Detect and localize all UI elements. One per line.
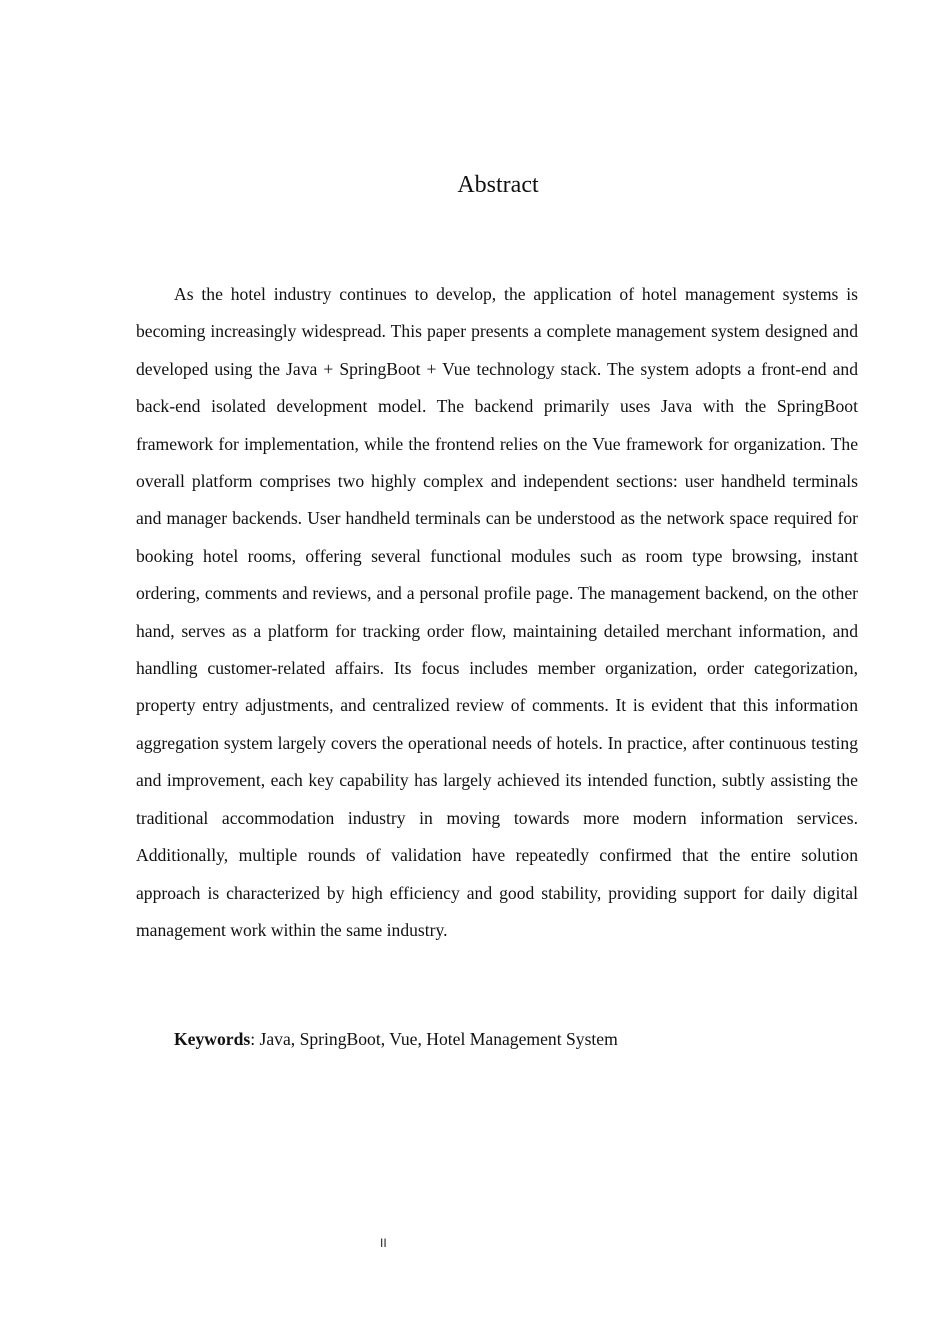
page-number: II [380, 1236, 387, 1250]
keywords-separator: : [250, 1029, 260, 1049]
page-title: Abstract [457, 172, 539, 198]
keywords-value: Java, SpringBoot, Vue, Hotel Management System [259, 1029, 618, 1049]
keywords-label: Keywords [174, 1029, 251, 1049]
abstract-paragraph: As the hotel industry continues to develop, the application of hotel management systems is becoming increasingly widespread. This paper presents a complete management system designed and developed using the Java + SpringBoot + Vue technology stack. The system adopts a front-end and back-end isolated development model. The backend primarily uses Java with the SpringBoot framework for implementation, while the frontend relies on the Vue framework for organization. The overall platform comprises two highly complex and independent sections: user handheld terminals and manager backends. User handheld terminals can be understood as the network space required for booking hotel rooms, offering several functional modules such as room type browsing, instant ordering, comments and reviews, and a personal profile page. The management backend, on the other hand, serves as a platform for tracking order flow, maintaining detailed merchant information, and handling customer-related affairs. Its focus includes member organization, order categorization, property entry adjustments, and centralized review of comments. It is evident that this information aggregation system largely covers the operational needs of hotels. In practice, after continuous testing and improvement, each key capability has largely achieved its intended function, subtly assisting the traditional accommodation industry in moving towards more modern information services. Additionally, multiple rounds of validation have repeatedly confirmed that the entire solution approach is characterized by high efficiency and good stability, providing support for daily digital management work within the same industry. [136, 284, 858, 940]
keywords-line [136, 1021, 858, 1058]
